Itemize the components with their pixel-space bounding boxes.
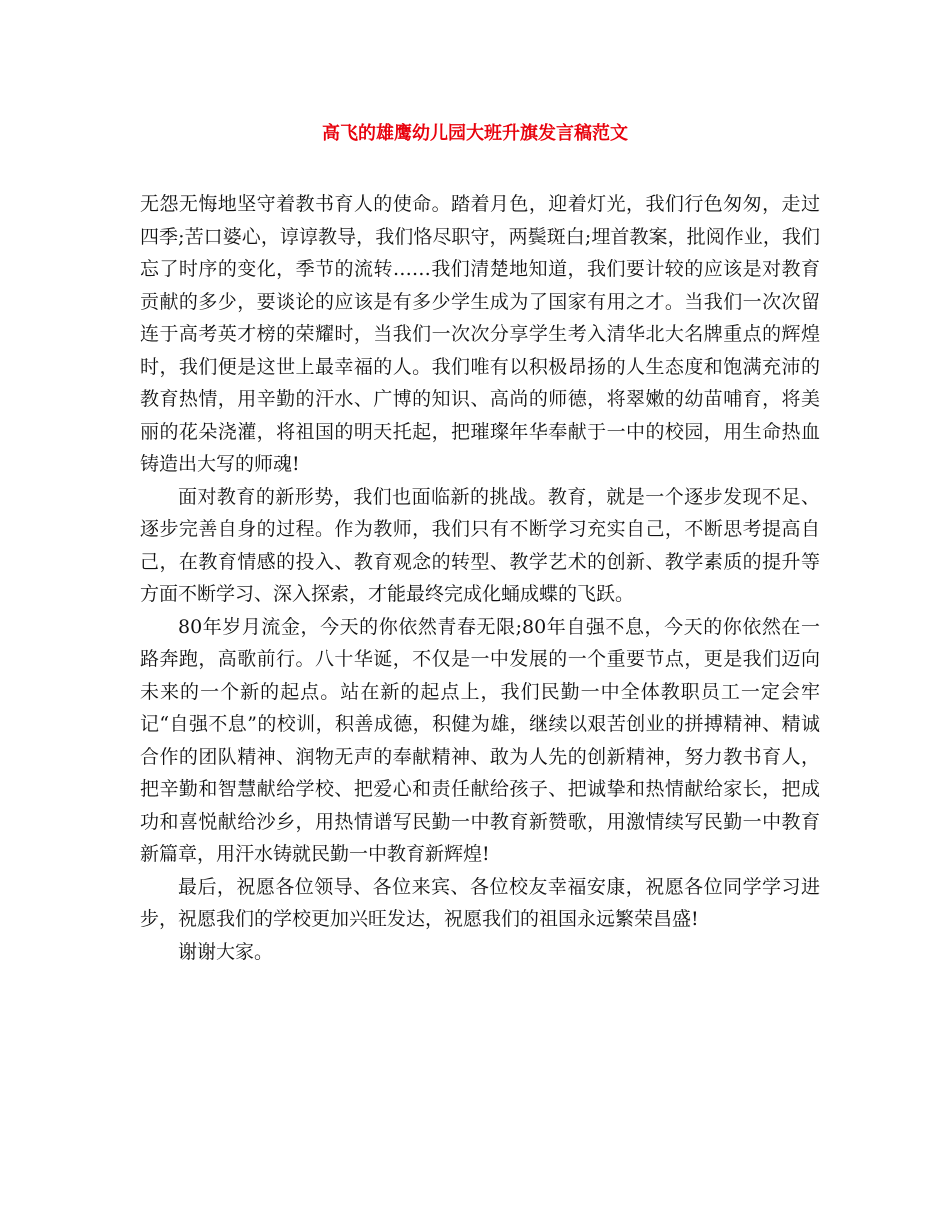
document-title: 高飞的雄鹰幼儿园大班升旗发言稿范文 — [322, 123, 628, 144]
paragraph-1: 无怨无悔地坚守着教书育人的使命。踏着月色，迎着灯光，我们行色匆匆，走过四季;苦口婆心，谆谆教导，我们恪尽职守，两鬓斑白;埋首教案，批阅作业，我们忘了时序的变化，季节的流转……我们清楚地知道，我们要计较的应该是对教育贡献的多少，要谈论的应该是有多少学生成为了国家有用之才。当我们一次次留连于高考英才榜的荣耀时，当我们一次次分享学生考入清华北大名牌重点的辉煌时，我们便是这世上最幸福的人。我们唯有以积极昂扬的人生态度和饱满充沛的教育热情，用辛勤的汗水、广博的知识、高尚的师德，将翠嫩的幼苗哺育，将美丽的花朵浇灌，将祖国的明天托起，把璀璨年华奉献于一中的校园，用生命热血铸造出大写的师魂! — [140, 193, 820, 475]
paragraph-4: 最后，祝愿各位领导、各位来宾、各位校友幸福安康，祝愿各位同学学习进步，祝愿我们的学校更加兴旺发达，祝愿我们的祖国永远繁荣昌盛! — [140, 875, 820, 930]
paragraph-3: 80年岁月流金，今天的你依然青春无限;80年自强不息，今天的你依然在一路奔跑，高歌前行。八十华诞，不仅是一中发展的一个重要节点，更是我们迈向未来的一个新的起点。站在新的起点上，我们民勤一中全体教职员工一定会牢记“自强不息”的校训，积善成德，积健为雄，继续以艰苦创业的拼搏精神、精诚合作的团队精神、润物无声的奉献精神、敢为人先的创新精神，努力教书育人，把辛勤和智慧献给学校、把爱心和责任献给孩子、把诚挚和热情献给家长，把成功和喜悦献给沙乡，用热情谱写民勤一中教育新赞歌，用激情续写民勤一中教育新篇章，用汗水铸就民勤一中教育新辉煌! — [140, 615, 820, 865]
paragraph-2: 面对教育的新形势，我们也面临新的挑战。教育，就是一个逐步发现不足、逐步完善自身的过程。作为教师，我们只有不断学习充实自己，不断思考提高自己，在教育情感的投入、教育观念的转型、教学艺术的创新、教学素质的提升等方面不断学习、深入探索，才能最终完成化蛹成蝶的飞跃。 — [140, 485, 820, 605]
paragraph-5: 谢谢大家。 — [178, 940, 274, 963]
document-body — [140, 188, 820, 968]
